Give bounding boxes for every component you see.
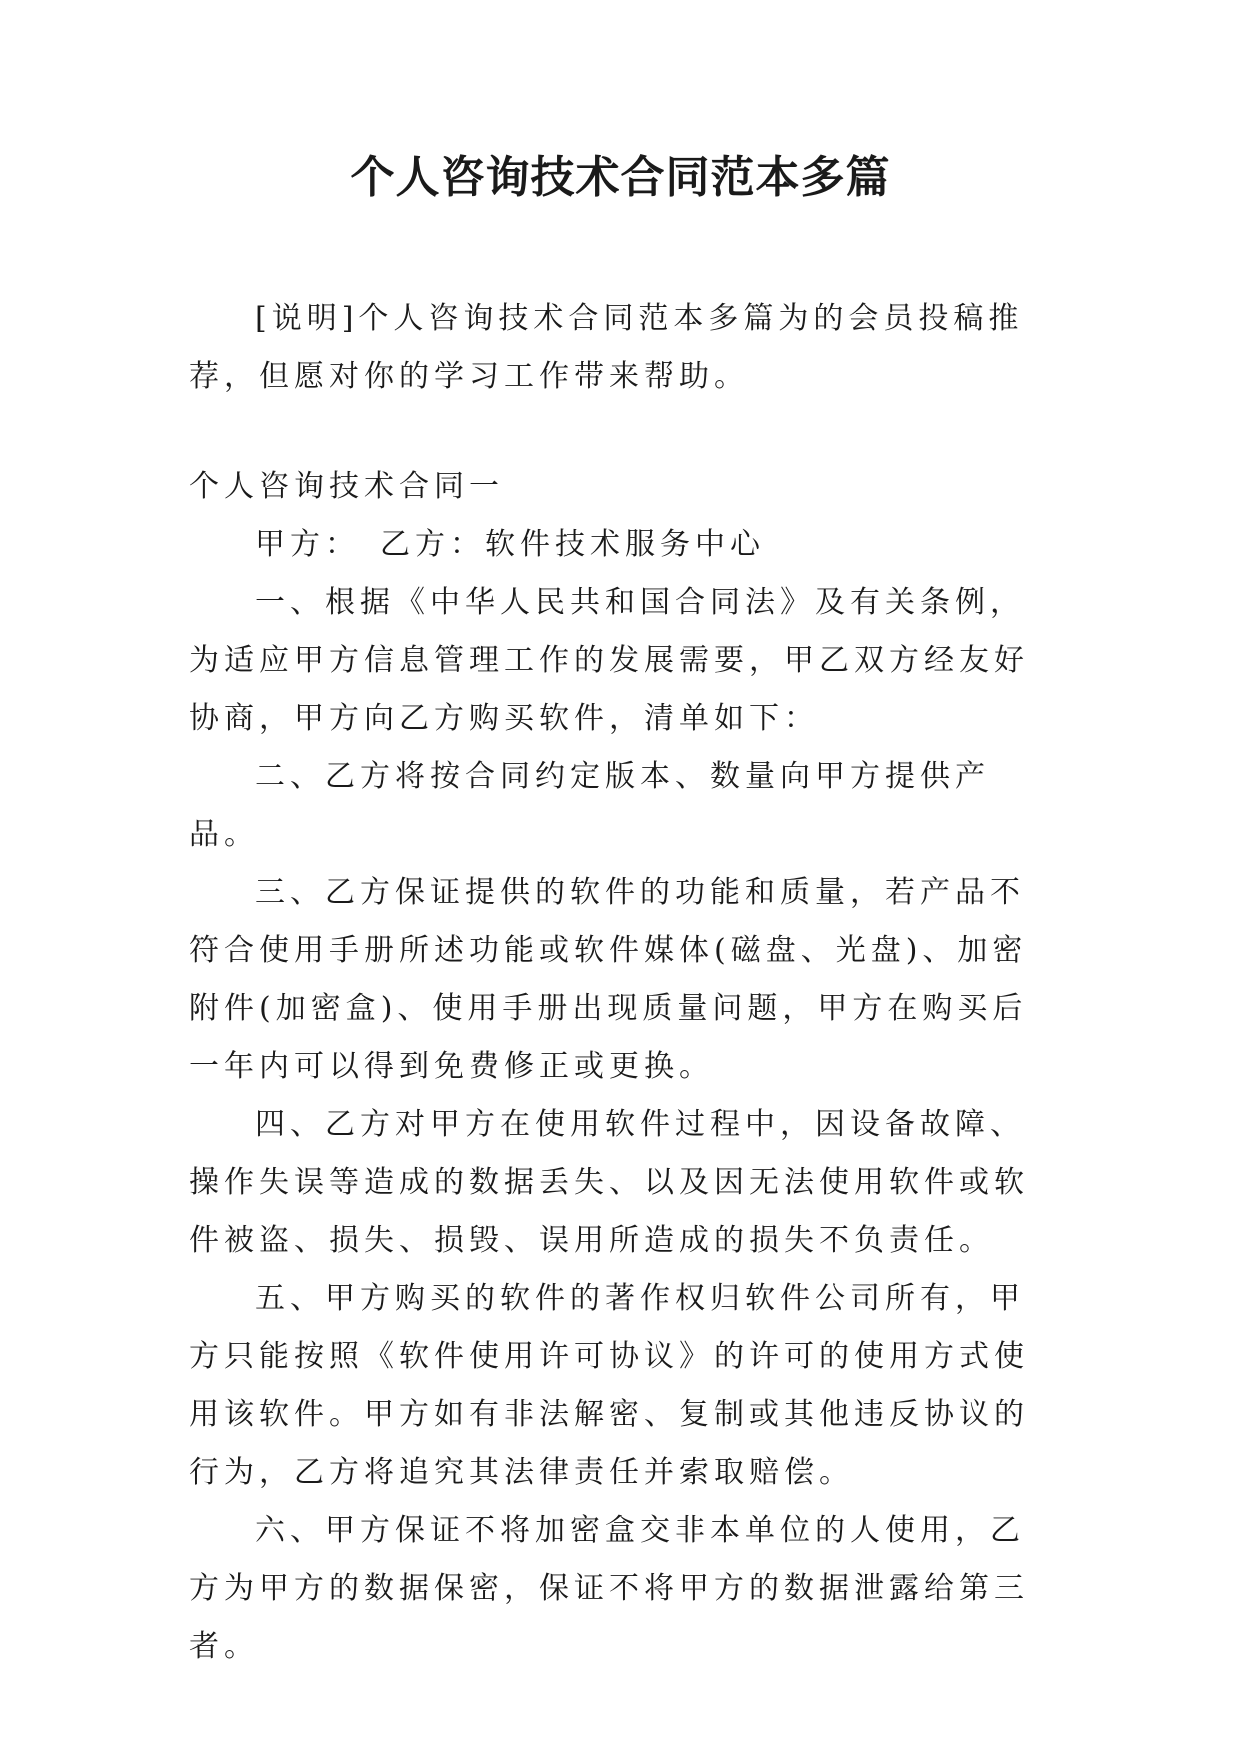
clause-paragraph: 二、乙方将按合同约定版本、数量向甲方提供产品。: [189, 759, 990, 852]
intro-block: [189, 290, 1059, 406]
clause-paragraph: 三、乙方保证提供的软件的功能和质量，若产品不符合使用手册所述功能或软件媒体(磁盘、光盘)、加密附件(加密盒)、使用手册出现质量问题，甲方在购买后一年内可以得到免费修正或更换。: [189, 875, 1028, 1084]
clause-paragraph: 五、甲方购买的软件的著作权归软件公司所有，甲方只能按照《软件使用许可协议》的许可的使用方式使用该软件。甲方如有非法解密、复制或其他违反协议的行为，乙方将追究其法律责任并索取赔偿。: [189, 1281, 1029, 1490]
clause-paragraph: 六、甲方保证不将加密盒交非本单位的人使用，乙方为甲方的数据保密，保证不将甲方的数据泄露给第三者。: [189, 1513, 1029, 1664]
section-heading: 个人咨询技术合同一: [189, 469, 504, 504]
clause-paragraph: 四、乙方对甲方在使用软件过程中，因设备故障、操作失误等造成的数据丢失、以及因无法使用软件或软件被盗、损失、损毁、误用所造成的损失不负责任。: [189, 1107, 1029, 1258]
document-title: 个人咨询技术合同范本多篇: [350, 152, 891, 203]
parties-line: 甲方： 乙方：软件技术服务中心: [255, 527, 765, 562]
contract-body: [189, 458, 1059, 1676]
intro-paragraph: [说明]个人咨询技术合同范本多篇为的会员投稿推荐，但愿对你的学习工作带来帮助。: [189, 301, 1024, 394]
clause-paragraph: 一、根据《中华人民共和国合同法》及有关条例，为适应甲方信息管理工作的发展需要，甲乙双方经友好协商，甲方向乙方购买软件，清单如下：: [189, 585, 1029, 736]
